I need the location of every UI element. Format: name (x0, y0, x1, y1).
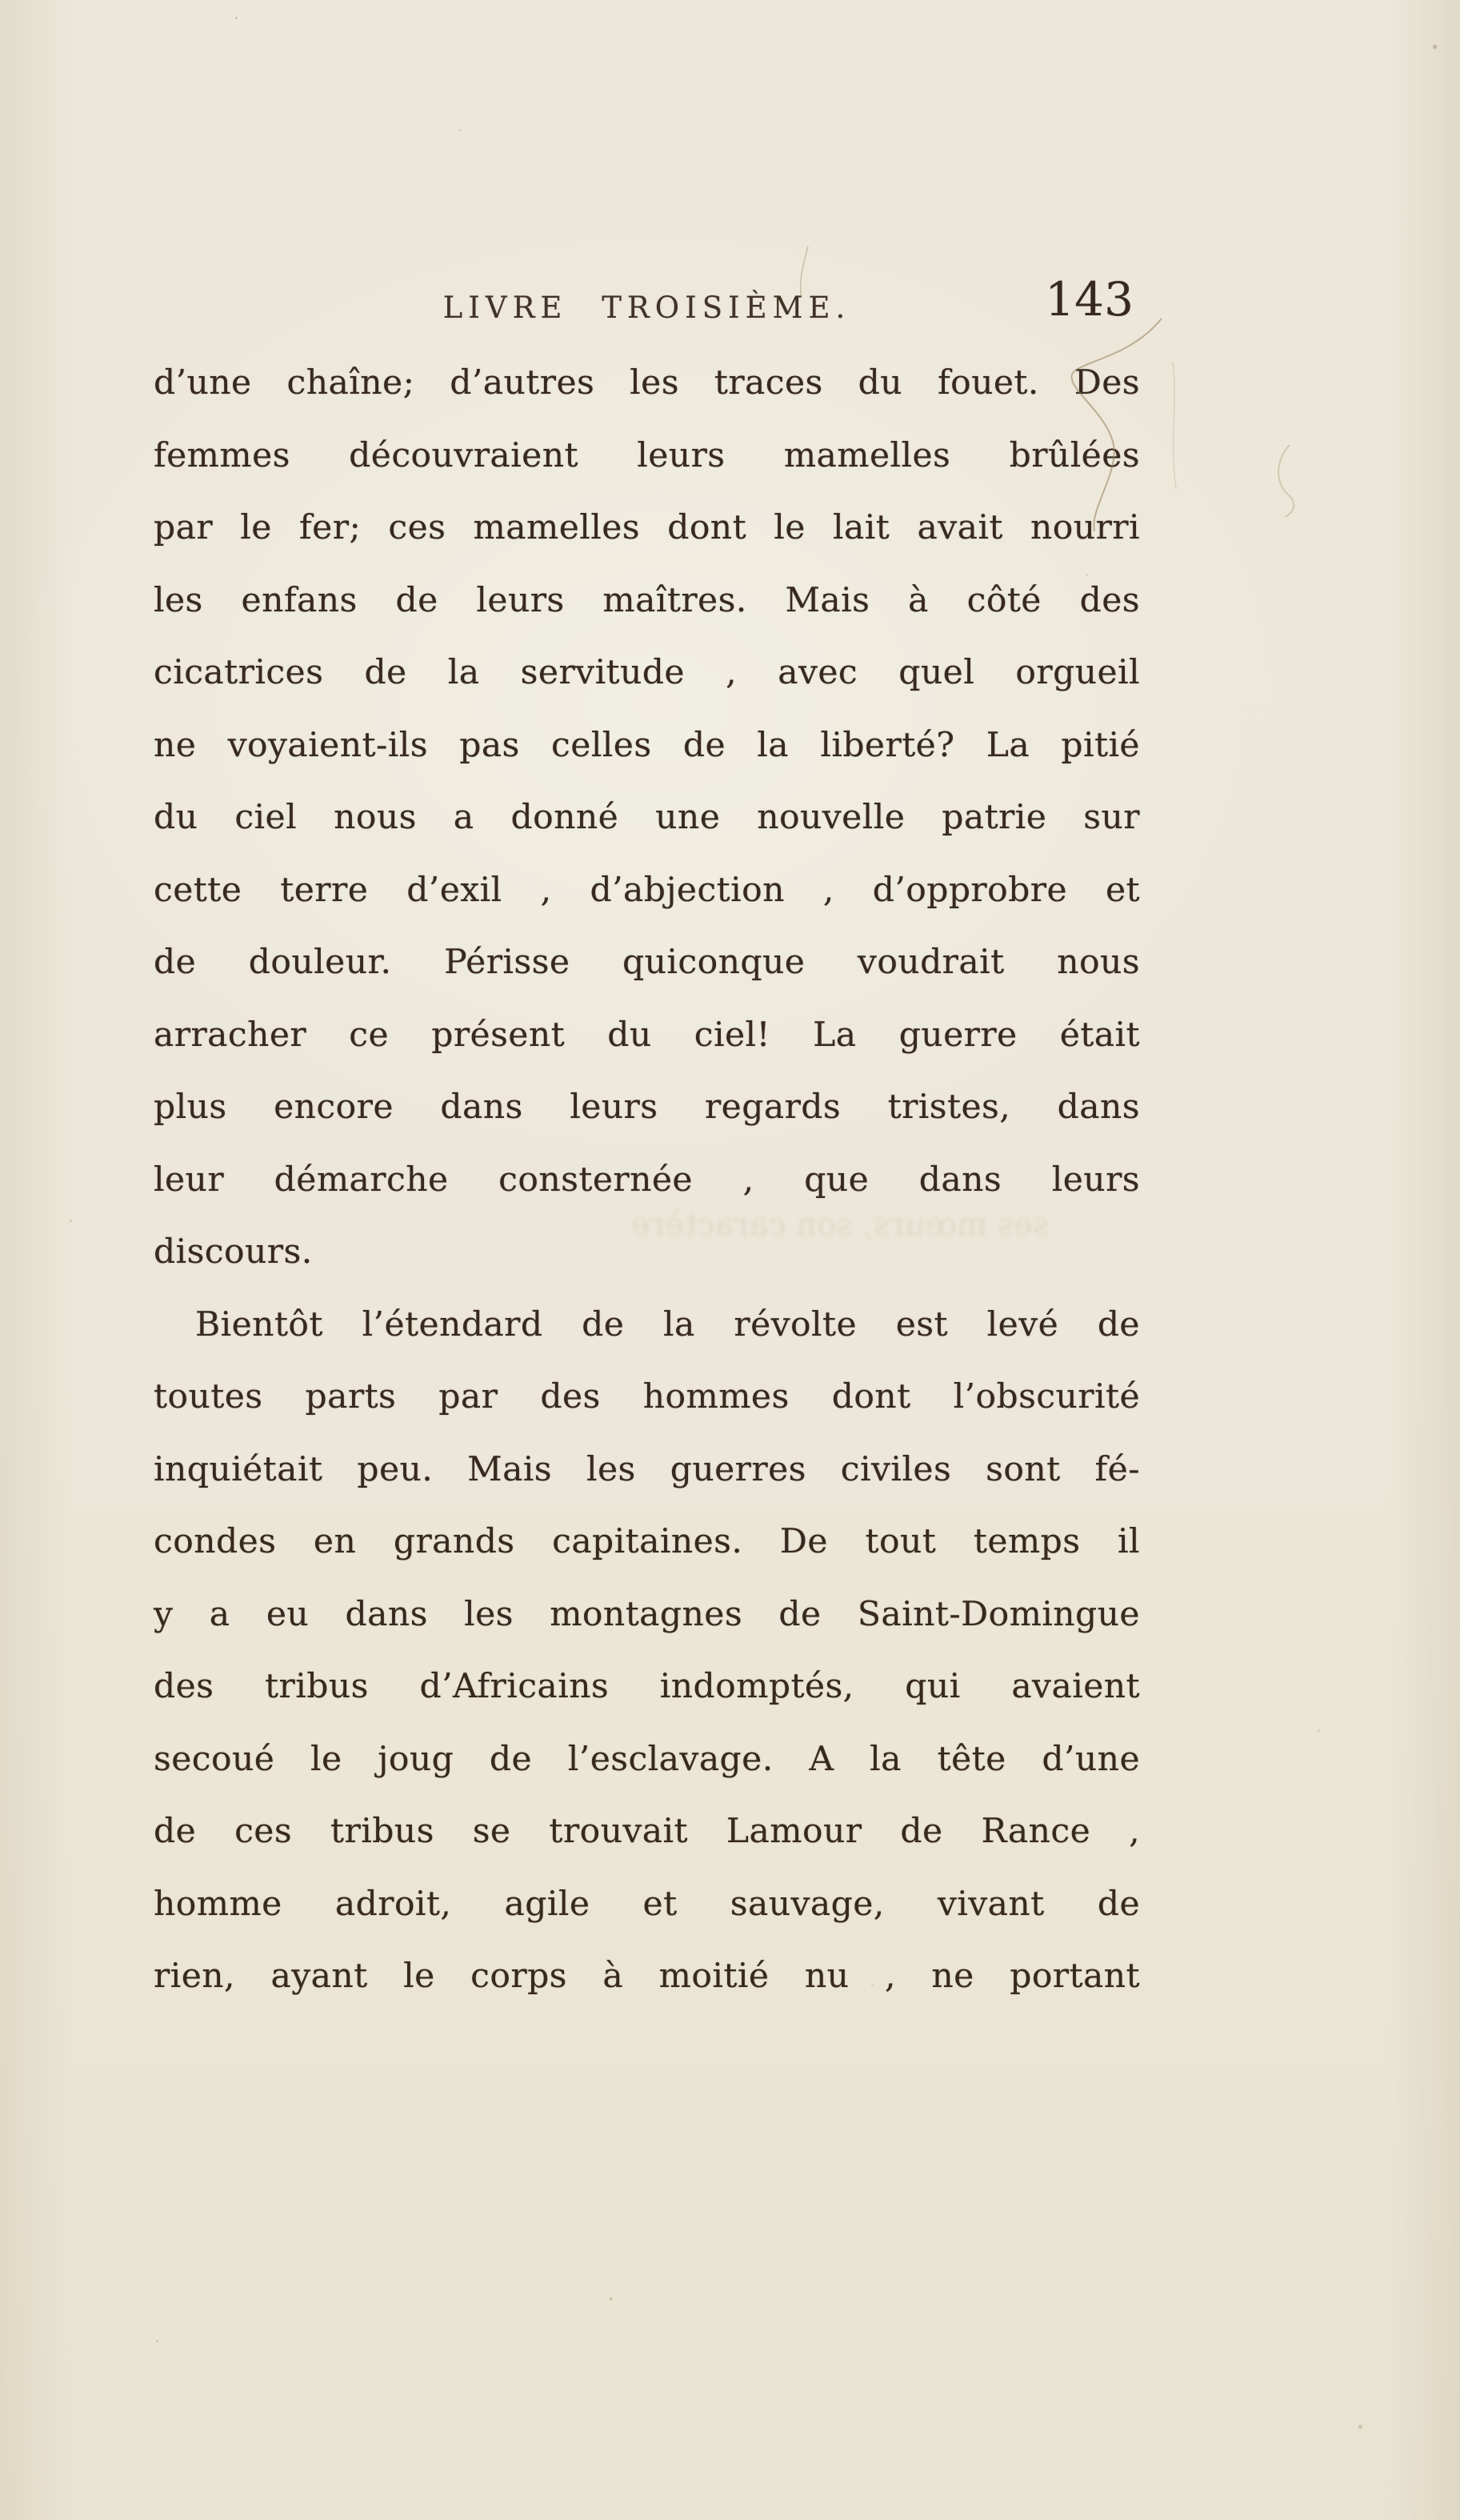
text-line: cicatrices de la servitude , avec quel orgueil (154, 653, 1140, 692)
text-line: du ciel nous a donné une nouvelle patrie sur (154, 798, 1140, 837)
text-line: arracher ce présent du ciel! La guerre était (154, 1015, 1140, 1055)
text-line: discours. (154, 1232, 313, 1272)
text-line: de douleur. Périsse quiconque voudrait nous (154, 943, 1140, 982)
paper-speckles (0, 0, 1, 1)
text-line: Bientôt l’étendard de la révolte est levé de (195, 1304, 1140, 1344)
text-line: homme adroit, agile et sauvage, vivant de (154, 1884, 1140, 1924)
text-line: y a eu dans les montagnes de Saint-Domingue (154, 1594, 1140, 1634)
text-line: rien, ayant le corps à moitié nu , ne portant (154, 1957, 1140, 1996)
text-line: les enfans de leurs maîtres. Mais à côté des (154, 580, 1140, 620)
text-line: toutes parts par des hommes dont l’obscurité (154, 1377, 1140, 1416)
page-number: 143 (1045, 272, 1134, 327)
text-line: par le fer; ces mamelles dont le lait avait nourri (154, 508, 1140, 547)
text-line: cette terre d’exil , d’abjection , d’opprobre et (154, 870, 1140, 910)
body-text (154, 347, 1140, 2013)
text-line: d’une chaîne; d’autres les traces du fouet. Des (154, 363, 1140, 403)
text-line: leur démarche consternée , que dans leurs (154, 1160, 1140, 1200)
text-line: de ces tribus se trouvait Lamour de Rance , (154, 1812, 1140, 1851)
running-head-title: LIVRE TROISIÈME. (442, 290, 851, 325)
show-through-text: ses mœurs, son caractère (630, 1207, 1050, 1244)
text-line: condes en grands capitaines. De tout temps il (154, 1522, 1140, 1561)
text-line: des tribus d’Africains indomptés, qui avaient (154, 1667, 1140, 1706)
text-line: ne voyaient-ils pas celles de la liberté? La pitié (154, 725, 1140, 765)
text-line: secoué le joug de l’esclavage. A la tête d’une (154, 1739, 1140, 1779)
text-line: femmes découvraient leurs mamelles brûlées (154, 435, 1140, 475)
text-line: inquiétait peu. Mais les guerres civiles sont fé- (154, 1449, 1140, 1489)
text-line: plus encore dans leurs regards tristes, dans (154, 1088, 1140, 1127)
